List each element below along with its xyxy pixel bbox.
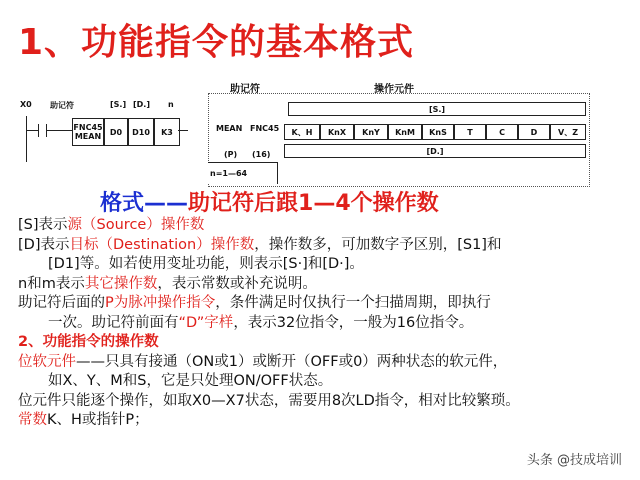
operand-cell: T — [454, 124, 486, 140]
watermark: 头条 @技成培训 — [526, 453, 622, 468]
format-heading — [100, 186, 439, 217]
text-span: n和m表示 — [18, 275, 85, 292]
operand-box-3: K3 — [154, 118, 180, 146]
body-text — [18, 216, 630, 431]
rung-line-2 — [46, 130, 72, 131]
mnemonic-col-label: 助记符 — [50, 101, 74, 110]
text-line — [18, 294, 630, 314]
contact-left — [38, 124, 39, 137]
d-col-label: [D.] — [133, 100, 150, 109]
s-col-label: [S.] — [110, 100, 127, 109]
s-bracket: [S.] — [288, 102, 586, 116]
text-line: 如X、Y、M和S，它是只处理ON/OFF状态。 — [48, 373, 333, 389]
highlight-span: “D”字样 — [178, 314, 234, 331]
bits-label: (16) — [252, 150, 271, 159]
operand-cell: V、Z — [550, 124, 586, 140]
fnc-box — [72, 118, 104, 146]
text-span: [D]表示 — [18, 236, 70, 253]
text-span: K、H或指针P； — [47, 412, 149, 428]
highlight-span: 源（Source）操作数 — [67, 217, 205, 233]
operand-cell: D — [518, 124, 550, 140]
operand-cell: KnY — [354, 124, 388, 140]
operand-cell: K、H — [284, 124, 320, 140]
operand-cell: C — [486, 124, 518, 140]
heading-part1: 格式—— — [100, 191, 189, 216]
fnc-label: FNC45 — [250, 124, 280, 133]
left-rail — [26, 116, 27, 162]
text-line — [18, 275, 630, 295]
text-span: ——只具有接通（ON或1）或断开（OFF或0）两种状态的软元件， — [76, 353, 508, 370]
d-bracket: [D.] — [284, 144, 586, 158]
text-span: 一次。助记符前面有 — [48, 314, 179, 331]
text-line — [18, 353, 630, 373]
rung-line — [26, 130, 38, 131]
operand-box-2: D10 — [128, 118, 154, 146]
pulse-label: (P) — [224, 150, 238, 159]
text-line — [18, 236, 630, 256]
fnc-mnemonic: MEAN — [74, 132, 102, 141]
highlight-span: 常数 — [18, 412, 47, 428]
mean-label: MEAN — [216, 124, 243, 133]
text-line — [18, 411, 630, 431]
highlight-span: 目标（Destination）操作数 — [69, 236, 255, 253]
highlight-span: 其它操作数 — [84, 275, 158, 292]
section-heading: 2、功能指令的操作数 — [18, 334, 159, 350]
operand-cell: KnM — [388, 124, 422, 140]
text-span: ，条件满足时仅执行一个扫描周期，即执行 — [215, 295, 491, 311]
mnemonic-header: 助记符 — [230, 84, 260, 95]
highlight-span: P为脉冲操作指令 — [105, 295, 216, 311]
rung-end — [178, 130, 188, 131]
ladder-diagram — [20, 96, 205, 196]
operand-header: 操作元件 — [374, 84, 414, 95]
text-span: ，操作数多，可加数字予区别，[S1]和 — [254, 236, 502, 253]
highlight-span: 位软元件 — [18, 353, 76, 370]
heading-part2: 助记符后跟1—4个操作数 — [188, 191, 439, 216]
format-table — [208, 80, 632, 188]
text-line: 位元件只能逐个操作，如取X0—X7状态，需要用8次LD指令，相对比较繁琐。 — [18, 392, 520, 409]
text-line: [D1]等。如若使用变址功能，则表示[S·]和[D·]。 — [48, 256, 364, 272]
n-col-label: n — [168, 100, 174, 109]
text-span: 助记符后面的 — [18, 295, 105, 311]
fnc-number: FNC45 — [73, 123, 103, 132]
text-line — [18, 216, 630, 236]
text-line — [18, 314, 630, 334]
operand-box-1: D0 — [104, 118, 128, 146]
text-span: [S]表示 — [18, 217, 68, 233]
text-span: ，表示32位指令，一般为16位指令。 — [233, 314, 474, 331]
operand-cell: KnX — [320, 124, 354, 140]
n-range-cell: n=1—64 — [208, 162, 278, 184]
text-span: ，表示常数或补充说明。 — [157, 275, 317, 292]
operand-cell: KnS — [422, 124, 454, 140]
page-title: 1、功能指令的基本格式 — [18, 22, 415, 63]
contact-label: X0 — [20, 100, 32, 109]
